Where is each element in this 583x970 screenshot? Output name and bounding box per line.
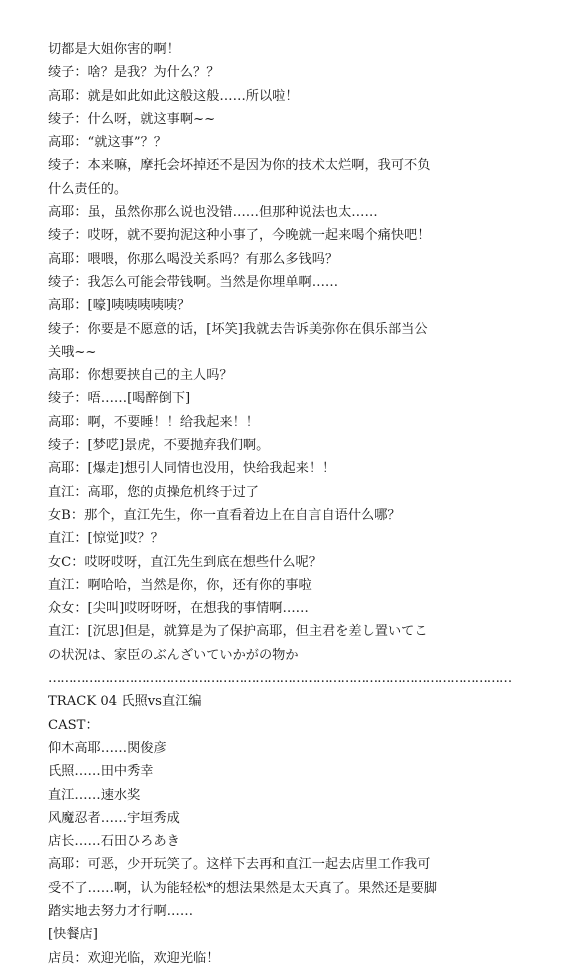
text-line: 绫子：我怎么可能会带钱啊。当然是你埋单啊…… [48, 274, 339, 290]
text-line: 高耶：“就这事”？？ [48, 135, 167, 151]
text-line: 绫子：唔……[喝醉倒下] [48, 391, 191, 407]
track-heading: TRACK 04 氏照vs直江编 [48, 694, 202, 710]
text-line: 绫子：什么呀，就这事啊~~ [48, 111, 216, 127]
text-line: 绫子：[梦呓]景虎，不要抛弃我们啊。 [48, 438, 270, 454]
text-line: 绫子：你要是不愿意的话，[坏笑]我就去告诉美弥你在俱乐部当公 [48, 321, 428, 337]
text-line: の状況は、家臣のぶんざいていかがの物か [48, 647, 299, 663]
text-line: 众女：[尖叫]哎呀呀呀，在想我的事情啊…… [48, 601, 309, 617]
cast-item: 直江……速水奖 [48, 787, 141, 803]
text-line: 直江：啊哈哈，当然是你，你，还有你的事啦 [48, 577, 312, 593]
text-line: 高耶：可恶，少开玩笑了。这样下去再和直江一起去店里工作我可 [48, 857, 431, 873]
text-line: 高耶：虽，虽然你那么说也没错……但那种说法也太…… [48, 205, 378, 221]
text-line: 直江：[沉思]但是，就算是为了保护高耶，但主君を差し置いてこ [48, 624, 428, 640]
text-line: 关哦~~ [48, 344, 97, 360]
cast-item: 店长……石田ひろあき [48, 834, 180, 850]
cast-item: 风魔忍者……宇垣秀成 [48, 810, 180, 826]
text-line: 高耶：啊，不要睡！！给我起来！！ [48, 414, 259, 430]
text-line: 店员：欢迎光临，欢迎光临！ [48, 950, 220, 966]
text-line: 女B：那个，直江先生，你一直看着边上在自言自语什么哪？ [48, 507, 401, 523]
text-line: 直江：[惊觉]哎？？ [48, 531, 164, 547]
dotted-separator: …………………………………………………………………………………………………… [48, 671, 512, 687]
text-line: 高耶：[爆走]想引人同情也没用，快给我起来！！ [48, 461, 336, 477]
document-body [48, 38, 538, 970]
text-line: 踏实地去努力才行啊…… [48, 903, 194, 919]
text-line: 高耶：你想要挟自己的主人吗？ [48, 368, 233, 384]
text-line: 高耶：就是如此如此这般这般……所以啦！ [48, 88, 299, 104]
text-line: 高耶：喂喂，你那么喝没关系吗？有那么多钱吗？ [48, 251, 339, 267]
text-line: 绫子：本来嘛，摩托会坏掉还不是因为你的技术太烂啊，我可不负 [48, 158, 431, 174]
text-line: 切都是大姐你害的啊！ [48, 42, 180, 57]
text-line: 绫子：哎呀，就不要拘泥这种小事了，今晚就一起来喝个痛快吧！ [48, 228, 431, 244]
text-line: 女C：哎呀哎呀，直江先生到底在想些什么呢？ [48, 554, 322, 570]
scene-label: [快餐店] [48, 927, 98, 943]
text-line: 受不了……啊，认为能轻松*的想法果然是太天真了。果然还是要脚 [48, 880, 438, 896]
text-line: 绫子：啥？是我？为什么？？ [48, 65, 220, 81]
cast-heading: CAST： [48, 717, 99, 733]
text-line: 高耶：[嚎]咦咦咦咦咦？ [48, 298, 191, 314]
text-line: 什么责任的。 [48, 181, 128, 197]
cast-item: 氏照……田中秀幸 [48, 764, 154, 780]
text-line: 直江：高耶，您的贞操危机终于过了 [48, 484, 259, 500]
cast-item: 仰木高耶……関俊彦 [48, 740, 167, 756]
